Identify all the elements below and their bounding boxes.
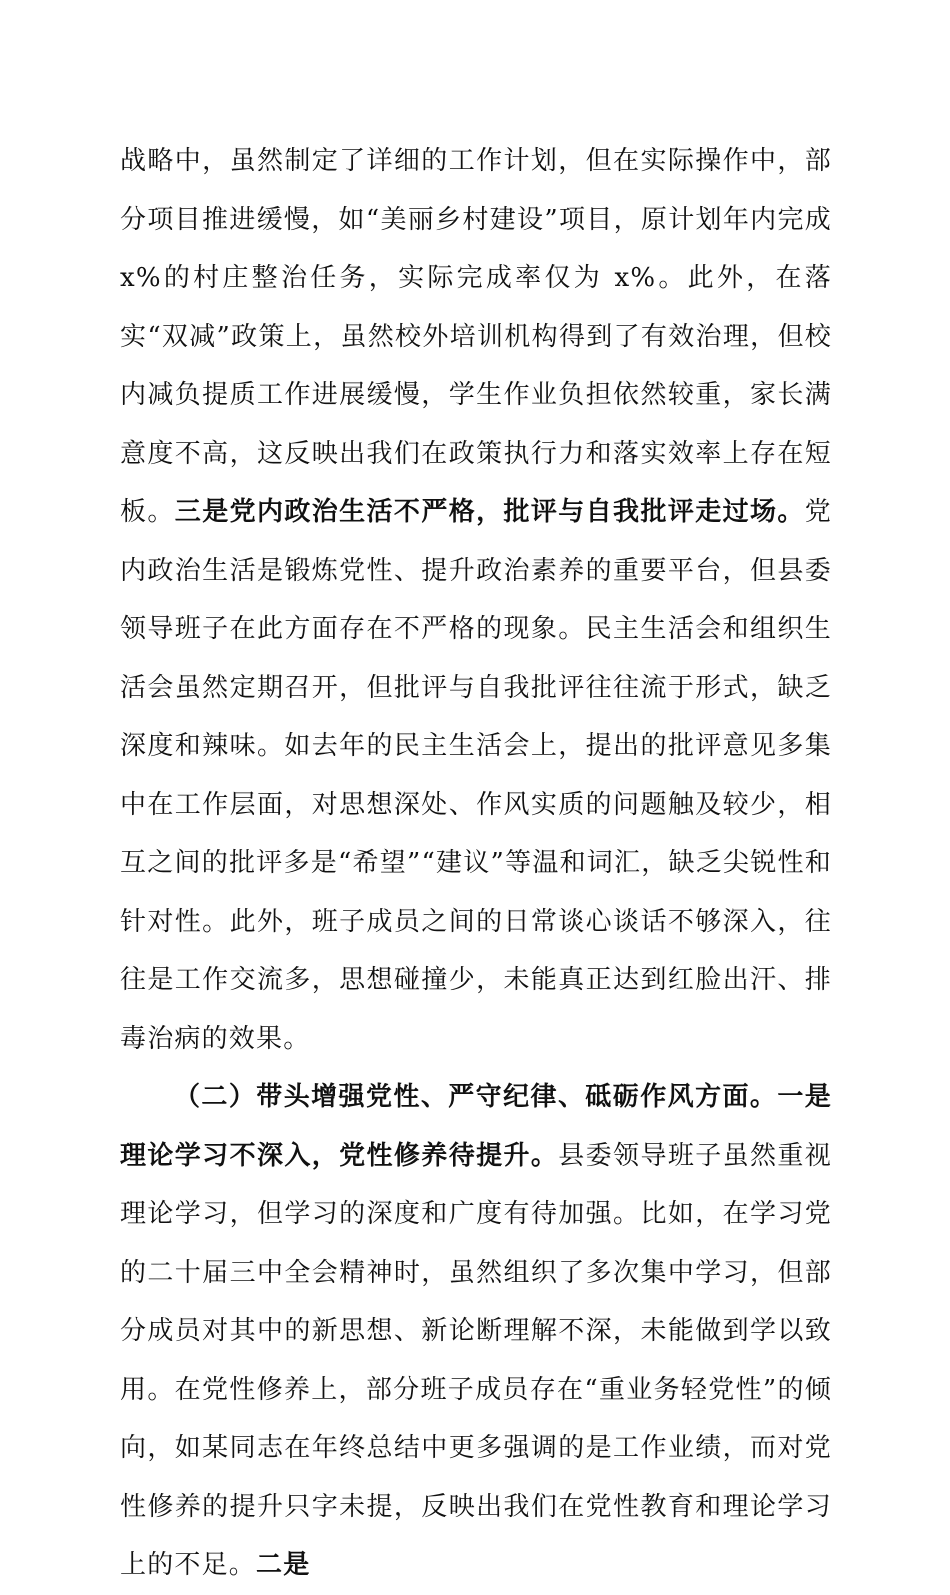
paragraph-1-heading-3: 三是党内政治生活不严格，批评与自我批评走过场。 — [174, 497, 805, 527]
paragraph-1-run-3: 党内政治生活是锻炼党性、提升政治素养的重要平台，但县委领导班子在此方面存在不严格的现象。民主生活会和组织生活会虽然定期召开，但批评与自我批评往往流于形式，缺乏深度和辣味。如去年的民主生活会上，提出的批评意见多集中在工作层面，对思想深处、作风实质的问题触及较少，相互之间的批评多是“希望”“建议”等温和词汇，缺乏尖锐性和针对性。此外，班子成员之间的日常谈心谈话不够深入，往往是工作交流多，思想碰撞少，未能真正达到红脸出汗、排毒治病的效果。 — [120, 497, 832, 1054]
body-text — [120, 132, 832, 1595]
paragraph-2-heading-2-start: 二是 — [256, 1550, 311, 1580]
paragraph-2-run-2: 县委领导班子虽然重视理论学习，但学习的深度和广度有待加强。比如，在学习党的二十届三中全会精神时，虽然组织了多次集中学习，但部分成员对其中的新思想、新论断理解不深，未能做到学以致用。在党性修养上，部分班子成员存在“重业务轻党性”的倾向，如某同志在年终总结中更多强调的是工作业绩，而对党性修养的提升只字未提，反映出我们在党性教育和理论学习上的不足。 — [120, 1140, 832, 1580]
section-2-heading: （二）带头增强党性、严守纪律、砥砺作风方面。一是理论学习不深入，党性修养待提升。 — [120, 1082, 832, 1171]
paragraph-1-run-1: 战略中，虽然制定了详细的工作计划，但在实际操作中，部分项目推进缓慢，如“美丽乡村建设”项目，原计划年内完成 x%的村庄整治任务，实际完成率仅为 x%。此外，在落实“双减”政策上，虽然校外培训机构得到了有效治理，但校内减负提质工作进展缓慢，学生作业负担依然较重，家长满意度不高，这反映出我们在政策执行力和落实效率上存在短板。 — [120, 146, 832, 527]
paragraph-2 — [120, 1068, 832, 1595]
paragraph-1 — [120, 132, 832, 1068]
